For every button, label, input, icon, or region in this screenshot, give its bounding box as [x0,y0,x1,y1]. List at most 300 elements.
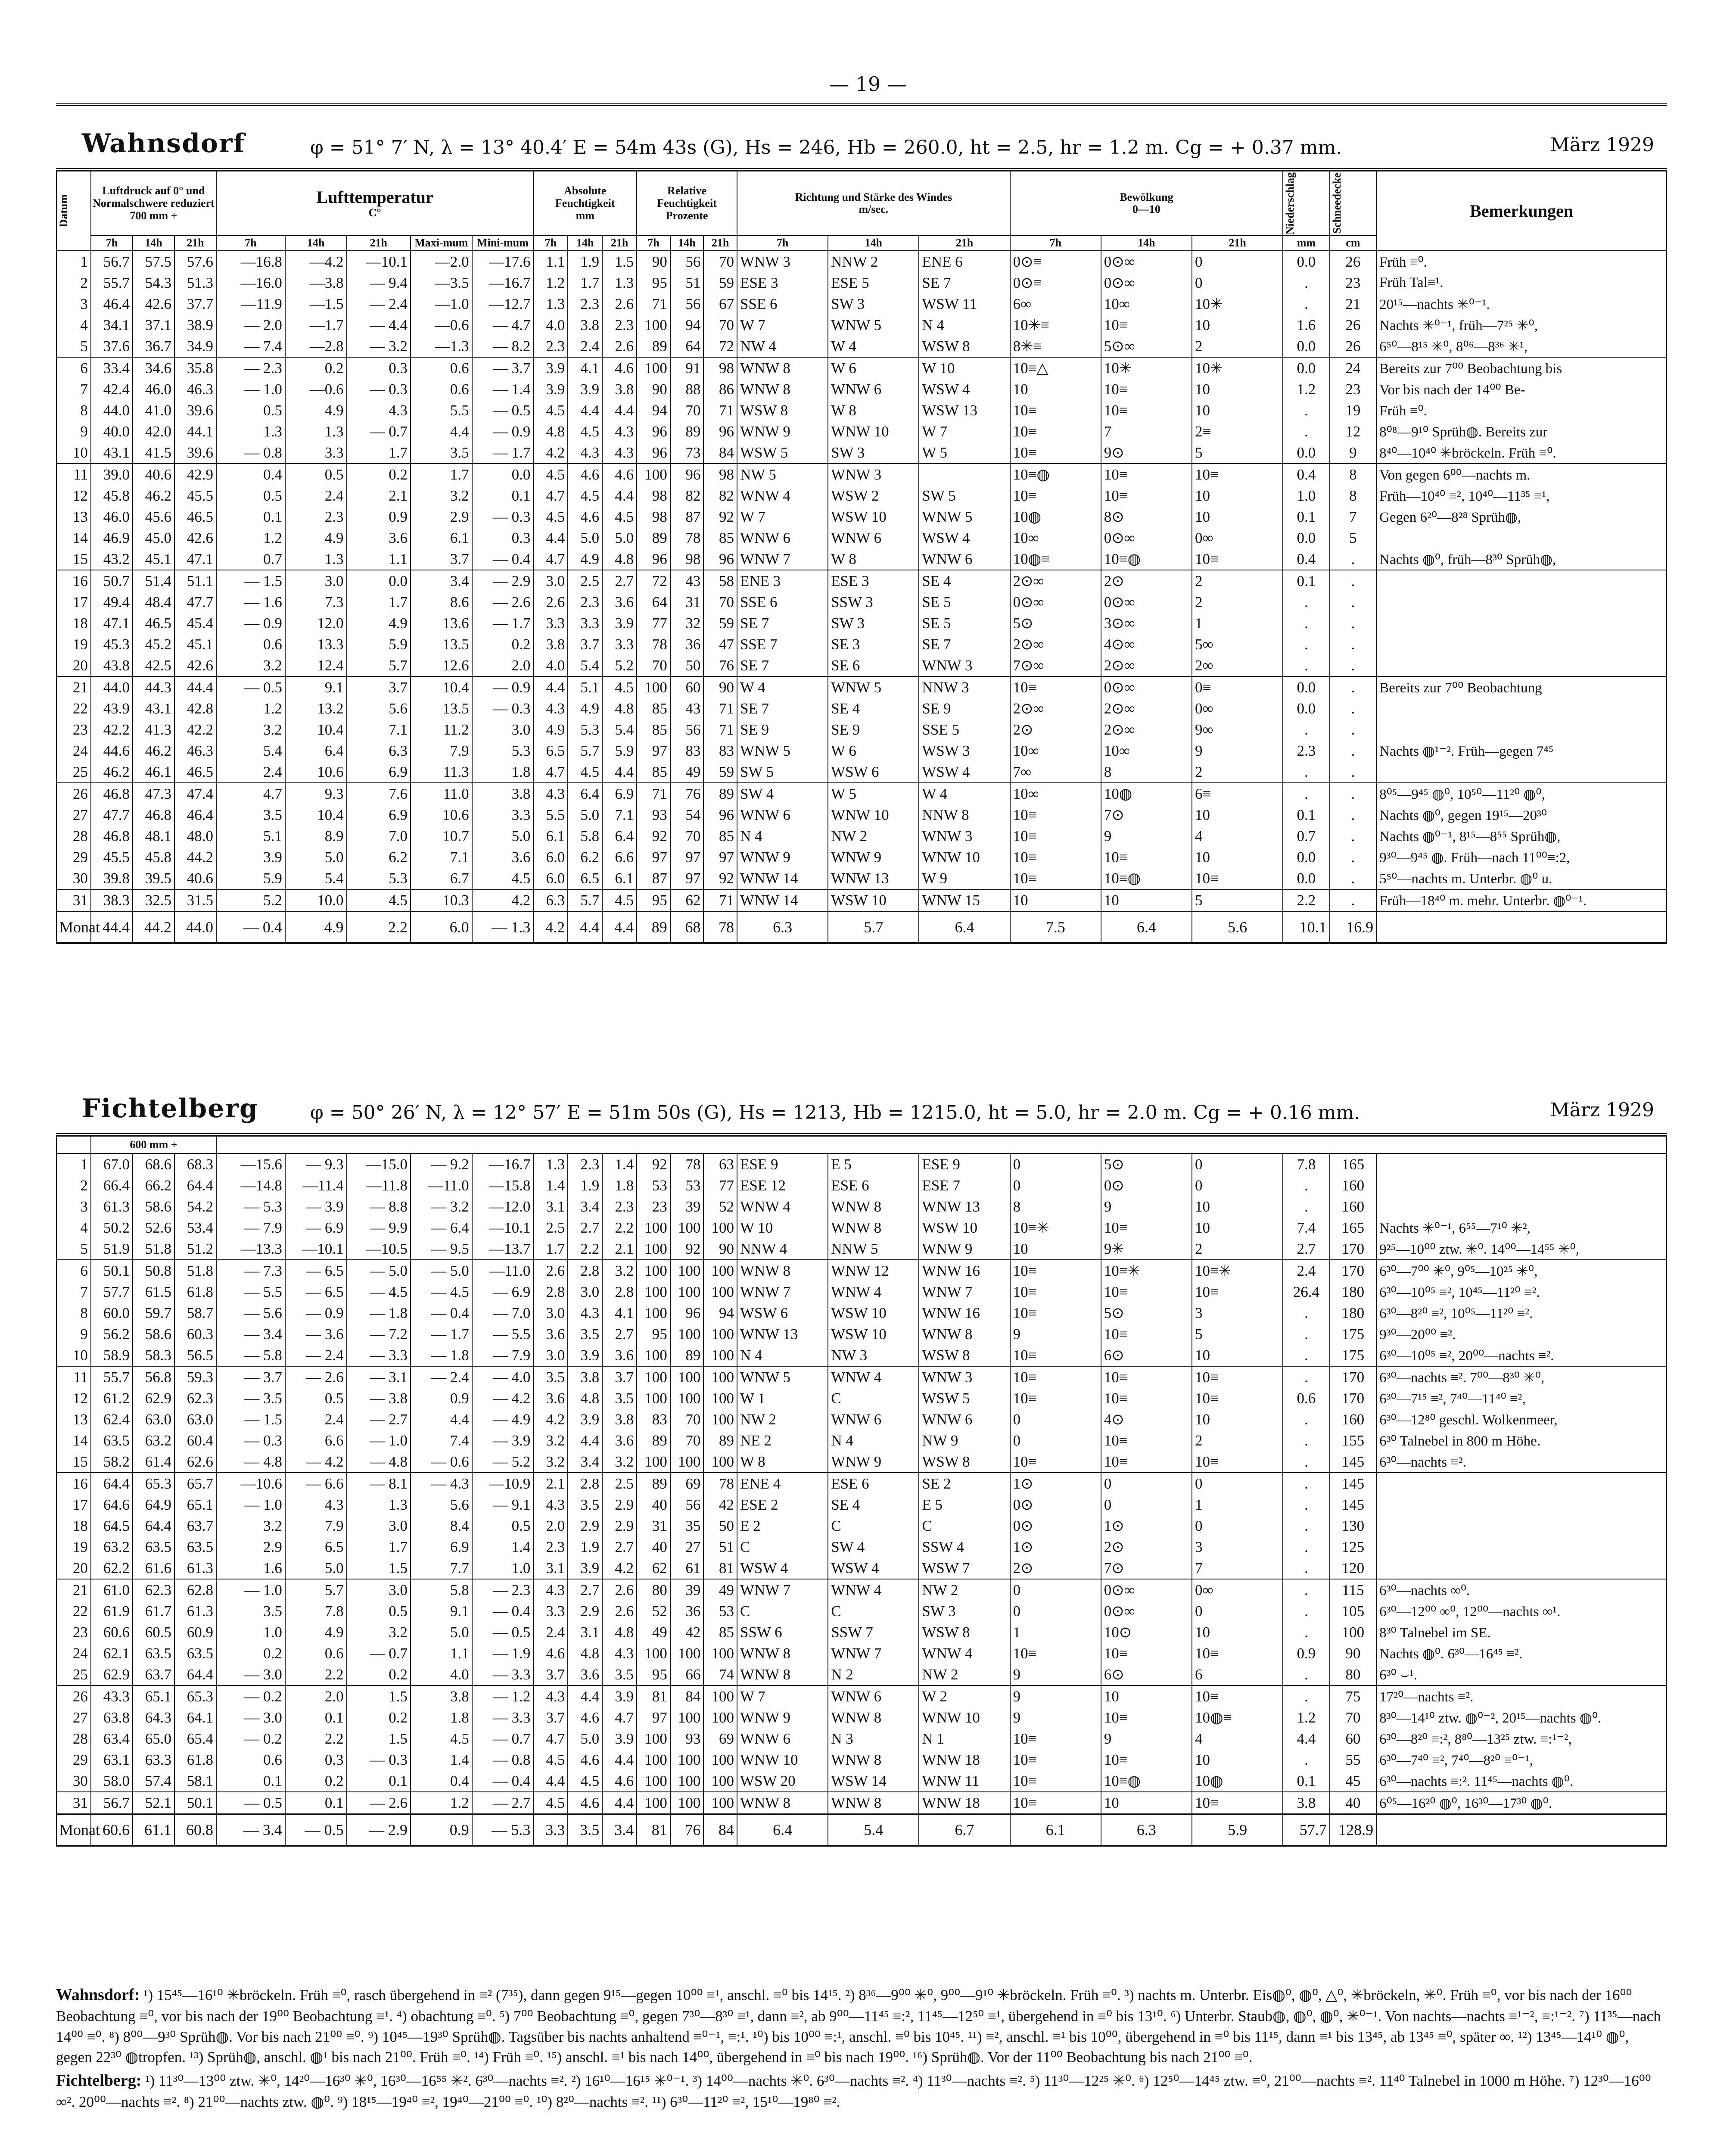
table-cell: — 9.1 [472,1494,534,1515]
table-cell: WNW 6 [737,804,828,826]
table-cell: 6.9 [347,804,411,826]
table-cell: 10≡ [1010,442,1101,464]
table-cell: 0⊙ [1101,1175,1192,1196]
table-cell: 10≡ [1101,1749,1192,1770]
table-cell: 96 [703,548,737,570]
table-cell: 51.3 [174,272,216,293]
table-cell: 4.9 [533,719,568,740]
table-cell: 6³⁰ Talnebel in 800 m Höhe. [1376,1430,1667,1451]
month-cell: 5.9 [1192,1814,1283,1846]
table-cell: WNW 13 [828,868,919,889]
table-cell: 36 [670,1601,704,1622]
table-cell: 4.2 [533,442,568,464]
table-cell: 5.6 [411,1494,472,1515]
table-cell: — 0.4 [472,1770,534,1792]
table-cell: 65.3 [133,1473,174,1494]
table-cell: 1.0 [472,1558,534,1579]
table-cell: 3.5 [411,442,472,464]
table-cell: 3.2 [216,655,285,676]
table-cell: C [919,1515,1010,1536]
month-cell: — 0.4 [216,912,285,944]
table-cell: — 0.9 [216,613,285,634]
table-cell: 1.3 [285,548,347,570]
table-cell: 5 [56,336,91,357]
table-cell: 100 [670,1770,704,1792]
table-cell: Vor bis nach der 14⁰⁰ Be- [1376,379,1667,400]
table-cell: 3.0 [472,719,534,740]
table-cell: 62.9 [91,1664,133,1685]
table-cell: —15.8 [472,1175,534,1196]
table-cell: . [1330,570,1376,592]
table-cell: 10≡ [1101,1707,1192,1728]
table-cell: SE 3 [828,634,919,655]
table-cell: 6.2 [347,847,411,868]
table-cell: 5.3 [568,719,602,740]
table-cell: — 2.7 [472,1792,534,1814]
table-cell: 0⊙∞ [1101,1601,1192,1622]
table-cell: 76 [670,783,704,804]
footnotes-wahnsdorf [56,1984,1667,2067]
table-cell: 6⁰⁵—16²⁰ ◍⁰, 16³⁰—17³⁰ ◍⁰. [1376,1792,1667,1814]
table-cell: 10≡ [1101,847,1192,868]
table-cell: 80 [1330,1664,1376,1685]
table-row [56,1260,1667,1281]
table-cell: 100 [703,1451,737,1473]
footnote-station-label: Wahnsdorf: [56,1986,140,2004]
table-cell: — 9.9 [347,1217,411,1238]
table-cell: 40 [637,1494,670,1515]
table-cell: 10≡ [1010,868,1101,889]
table-cell: —1.5 [285,293,347,315]
table-cell: WNW 9 [828,847,919,868]
table-cell: . [1283,1664,1329,1685]
table-cell: WSW 8 [919,1622,1010,1643]
table-cell: 59.3 [174,1366,216,1388]
table-cell: 26.4 [1283,1281,1329,1302]
table-cell: 0.4 [1283,464,1329,485]
table-cell: 3.2 [602,1451,637,1473]
table-cell: 2.4 [285,1409,347,1430]
table-cell: . [1283,634,1329,655]
table-cell: 42.8 [174,698,216,719]
table-cell: Bereits zur 7⁰⁰ Beobachtung bis [1376,357,1667,379]
table-cell: 46.0 [91,506,133,527]
table-cell: 61.5 [133,1281,174,1302]
table-cell: —11.0 [411,1175,472,1196]
table-cell: 5.0 [411,1622,472,1643]
table-cell: 6.5 [568,868,602,889]
table-cell: 13 [56,1409,91,1430]
header-rel-humidity [637,171,737,236]
table-cell: WNW 14 [737,868,828,889]
table-cell: — 3.0 [216,1664,285,1685]
table-cell: 12.6 [411,655,472,676]
table-cell: 10≡ [1192,1643,1283,1664]
table-cell: 84 [703,442,737,464]
table-cell: SE 7 [737,655,828,676]
table-cell: 0∞ [1192,527,1283,548]
table-cell: 2∞ [1192,655,1283,676]
table-cell: WNW 8 [828,1707,919,1728]
station-name: Fichtelberg [82,1093,258,1124]
table-cell: 96 [703,804,737,826]
table-cell: — 0.3 [472,698,534,719]
table-row [56,357,1667,379]
table-cell: Bereits zur 7⁰⁰ Beobachtung [1376,676,1667,698]
table-cell: 85 [703,527,737,548]
table-cell: N 1 [919,1728,1010,1749]
table-cell: — 7.4 [216,336,285,357]
table-cell: 100 [703,1770,737,1792]
table-cell: 8 [1330,485,1376,506]
table-cell: 92 [703,868,737,889]
table-cell: 90 [703,1238,737,1260]
table-cell: SW 3 [828,293,919,315]
table-row [56,1473,1667,1494]
table-cell: 0⊙≡ [1010,251,1101,272]
table-cell: 95 [637,1664,670,1685]
table-cell: 42.6 [174,655,216,676]
table-cell: Gegen 6²⁰—8²⁸ Sprüh◍, [1376,506,1667,527]
table-cell: 5⊙∞ [1101,336,1192,357]
table-cell: 3.2 [216,1515,285,1536]
table-cell: WNW 8 [737,1260,828,1281]
table-cell: . [1330,783,1376,804]
table-cell: 59.7 [133,1302,174,1324]
table-cell: 42.6 [133,293,174,315]
table-cell: 34.9 [174,336,216,357]
table-cell: 2⊙∞ [1010,634,1101,655]
table-cell: — 0.5 [472,1622,534,1643]
table-cell: 45.6 [133,506,174,527]
table-cell: 92 [637,826,670,847]
table-cell: 7.1 [602,804,637,826]
table-cell: 3.9 [568,1409,602,1430]
table-cell: 68.6 [133,1153,174,1175]
subheader-cell: 7h [91,236,133,251]
table-cell: 80 [637,1579,670,1601]
table-cell: 0.2 [285,1770,347,1792]
table-cell: Früh ≡⁰. [1376,400,1667,421]
table-cell: W 5 [919,442,1010,464]
table-cell: 66.4 [91,1175,133,1196]
table-cell: WNW 8 [737,357,828,379]
table-cell: 45.3 [91,634,133,655]
table-cell: 4.5 [533,1749,568,1770]
subheader-cell: 7h [533,236,568,251]
table-cell: 62 [670,889,704,912]
table-cell: 3.1 [568,1622,602,1643]
table-cell: 46.2 [133,740,174,761]
table-cell: — 2.7 [347,1409,411,1430]
table-cell: 65.3 [174,1685,216,1707]
table-cell: 2.8 [533,1281,568,1302]
table-cell: 90 [703,676,737,698]
table-cell: — 1.2 [472,1685,534,1707]
table-cell: 0.0 [1283,442,1329,464]
table-cell: ESE 6 [828,1175,919,1196]
table-cell: 4⊙∞ [1101,634,1192,655]
table-cell: 56.7 [91,1792,133,1814]
table-cell: WNW 6 [737,527,828,548]
table-cell: Früh Tal≡¹. [1376,272,1667,293]
table-row [56,1409,1667,1430]
table-cell: ESE 2 [737,1494,828,1515]
month-cell: — 5.3 [472,1814,534,1846]
table-cell: ESE 5 [828,272,919,293]
table-cell: 46.3 [174,740,216,761]
table-cell: 145 [1330,1494,1376,1515]
table-cell: 96 [637,548,670,570]
table-cell: 50.2 [91,1217,133,1238]
table-cell: 3 [56,1196,91,1217]
header-pressure [91,171,216,236]
table-cell: 5.4 [285,868,347,889]
table-cell: 97 [637,1707,670,1728]
table-cell: 4.9 [568,698,602,719]
table-cell: 1.9 [568,1536,602,1558]
table-cell: 4.3 [533,1579,568,1601]
table-cell: 31.5 [174,889,216,912]
table-cell: 1.7 [568,272,602,293]
table-cell: — 4.5 [411,1281,472,1302]
table-cell: 61.3 [91,1196,133,1217]
table-row [56,1664,1667,1685]
table-cell: 46.8 [91,783,133,804]
table-cell: 10 [1101,889,1192,912]
table-cell: Von gegen 6⁰⁰—nachts m. [1376,464,1667,485]
table-cell: Nachts ✳⁰⁻¹, 6⁵⁵—7¹⁰ ✳², [1376,1217,1667,1238]
month-cell: 44.4 [91,912,133,944]
table-cell: WNW 3 [919,655,1010,676]
table-cell: . [1330,634,1376,655]
table-cell: 7.1 [411,847,472,868]
table-cell: 63.2 [133,1430,174,1451]
table-cell: 3.9 [533,357,568,379]
table-cell: 160 [1330,1196,1376,1217]
table-cell [1376,1153,1667,1175]
table-cell: 36.7 [133,336,174,357]
subheader-cell: 21h [174,236,216,251]
table-row [56,1366,1667,1388]
table-cell: 6³⁰—10⁰⁵ ≡², 20⁰⁰—nachts ≡². [1376,1345,1667,1366]
table-cell: 85 [703,826,737,847]
table-cell: 3.6 [568,1664,602,1685]
table-cell: N 4 [737,1345,828,1366]
table-cell: 9 [56,1324,91,1345]
month-cell: 7.5 [1010,912,1101,944]
table-cell: 2.9 [568,1601,602,1622]
table-cell: 6³⁰—nachts ≡². [1376,1451,1667,1473]
table-cell: 85 [637,698,670,719]
month-cell: 68 [670,912,704,944]
table-cell: 2.6 [602,1579,637,1601]
table-cell: 82 [703,485,737,506]
table-cell: WSW 6 [737,1302,828,1324]
table-cell: 10 [56,1345,91,1366]
table-cell: —11.0 [472,1260,534,1281]
table-cell: 100 [637,315,670,336]
table-cell: 10≡ [1010,1770,1101,1792]
table-row [56,485,1667,506]
table-cell: 45.1 [133,548,174,570]
table-cell: 89 [670,1345,704,1366]
table-cell: 4.4 [602,1749,637,1770]
table-cell: 64.3 [133,1707,174,1728]
table-cell: — 2.3 [472,1579,534,1601]
table-cell: 6 [56,1260,91,1281]
rel-title: Relative Feuchtigkeit [657,184,717,209]
table-cell: 1.2 [216,698,285,719]
table-cell: 0⊙∞ [1101,592,1192,613]
table-cell: . [1330,847,1376,868]
table-cell: — 4.2 [472,1388,534,1409]
table-cell [1376,761,1667,783]
month-cell: 44.0 [174,912,216,944]
table-cell: 6.9 [347,761,411,783]
table-cell: 10◍≡ [1192,1707,1283,1728]
table-cell: SW 3 [828,442,919,464]
table-cell: 0.1 [285,1792,347,1814]
table-cell: 8 [1010,1196,1101,1217]
table-cell: 9 [1010,1707,1101,1728]
table-cell: 4.4 [602,1792,637,1814]
table-cell: 52 [703,1196,737,1217]
table-cell: 64.4 [174,1664,216,1685]
table-cell: 10≡ [1192,1366,1283,1388]
table-cell: 2.5 [533,1217,568,1238]
table-cell: 10 [1192,379,1283,400]
table-cell: 1.9 [568,251,602,272]
table-cell: 0⊙∞ [1101,676,1192,698]
table-cell: 47.3 [133,783,174,804]
table-cell: 155 [1330,1430,1376,1451]
table-cell: 40.6 [174,868,216,889]
month-cell: — 2.9 [347,1814,411,1846]
table-cell: 70 [670,400,704,421]
table-cell: 44.0 [91,400,133,421]
table-cell: 2.4 [568,336,602,357]
table-cell: 0.7 [1283,826,1329,847]
table-cell: 45.4 [174,613,216,634]
table-cell: 2⊙ [1101,1536,1192,1558]
table-cell: 12.0 [285,613,347,634]
table-cell: 83 [670,740,704,761]
table-cell: —1.7 [285,315,347,336]
table-cell: 0.2 [347,1707,411,1728]
table-cell: 70 [1330,1707,1376,1728]
table-cell: 2 [1192,336,1283,357]
table-cell: WNW 8 [828,1217,919,1238]
table-cell: 89 [703,1430,737,1451]
table-cell: 1.3 [285,421,347,442]
table-cell: 10 [1192,1345,1283,1366]
table-cell: 0 [1010,1409,1101,1430]
table-cell: SE 9 [919,698,1010,719]
table-cell: SSW 4 [919,1536,1010,1558]
table-cell: 4.3 [602,421,637,442]
table-cell: — 0.2 [216,1728,285,1749]
table-cell: 7⊙∞ [1010,655,1101,676]
table-cell: 42.6 [174,527,216,548]
table-cell: 58 [703,570,737,592]
table-cell: 170 [1330,1260,1376,1281]
table-row [56,1685,1667,1707]
table-cell: 63.0 [133,1409,174,1430]
table-cell: 26 [56,1685,91,1707]
table-cell: 63.5 [174,1536,216,1558]
table-cell: 10≡ [1101,464,1192,485]
table-cell: 4 [56,1217,91,1238]
table-cell: 96 [637,442,670,464]
table-cell: 7 [1330,506,1376,527]
table-cell: WNW 16 [919,1260,1010,1281]
table-cell: 4.8 [602,698,637,719]
table-cell: . [1330,740,1376,761]
table-cell: 23 [1330,272,1376,293]
table-cell: 5⊙ [1101,1153,1192,1175]
table-cell: 3.2 [602,1260,637,1281]
table-cell: 68.3 [174,1153,216,1175]
table-cell: 10∞ [1101,293,1192,315]
station-header [56,1077,1667,1136]
table-row [56,1558,1667,1579]
table-cell: WNW 8 [737,1664,828,1685]
table-cell: 130 [1330,1515,1376,1536]
observation-table [56,1136,1667,1847]
table-cell: 3.9 [602,1728,637,1749]
table-cell: 85 [703,1622,737,1643]
table-cell: 2⊙∞ [1010,698,1101,719]
table-cell: 4 [1192,1728,1283,1749]
table-cell: 6.1 [533,826,568,847]
table-cell: 7.7 [411,1558,472,1579]
month-cell: 78 [703,912,737,944]
table-cell: 13.5 [411,698,472,719]
table-cell: 4.6 [568,1707,602,1728]
table-cell: 11.0 [411,783,472,804]
table-cell: 3.4 [568,1196,602,1217]
table-cell: 0.6 [1283,1388,1329,1409]
table-cell: 100 [637,1238,670,1260]
month-cell: 2.2 [347,912,411,944]
table-cell: 6⁵⁰—8¹⁵ ✳⁰, 8⁰⁶—8³⁶ ✳¹, [1376,336,1667,357]
table-cell: 43 [670,698,704,719]
table-cell: 10◍ [1101,783,1192,804]
table-cell [1376,719,1667,740]
table-cell: 17 [56,592,91,613]
table-cell: 100 [703,1685,737,1707]
table-cell: 61.2 [91,1388,133,1409]
table-cell: 1 [1010,1622,1101,1643]
table-cell: 46.2 [91,761,133,783]
table-cell: WNW 8 [737,1792,828,1814]
table-row [56,272,1667,293]
table-cell: N 4 [737,826,828,847]
table-cell: 0.5 [285,1388,347,1409]
table-cell: 100 [670,1792,704,1814]
subheader-cell: 14h [133,236,174,251]
table-cell: — 1.5 [216,570,285,592]
table-cell: 9²⁵—10⁰⁰ ztw. ✳⁰. 14⁰⁰—14⁵⁵ ✳⁰, [1376,1238,1667,1260]
header-precip [1283,171,1329,236]
table-cell: 4.6 [568,1749,602,1770]
table-cell: 6.3 [533,889,568,912]
table-cell: 5.7 [568,740,602,761]
table-cell: — 8.1 [347,1473,411,1494]
table-cell: SSE 7 [737,634,828,655]
table-cell: 4.3 [568,442,602,464]
